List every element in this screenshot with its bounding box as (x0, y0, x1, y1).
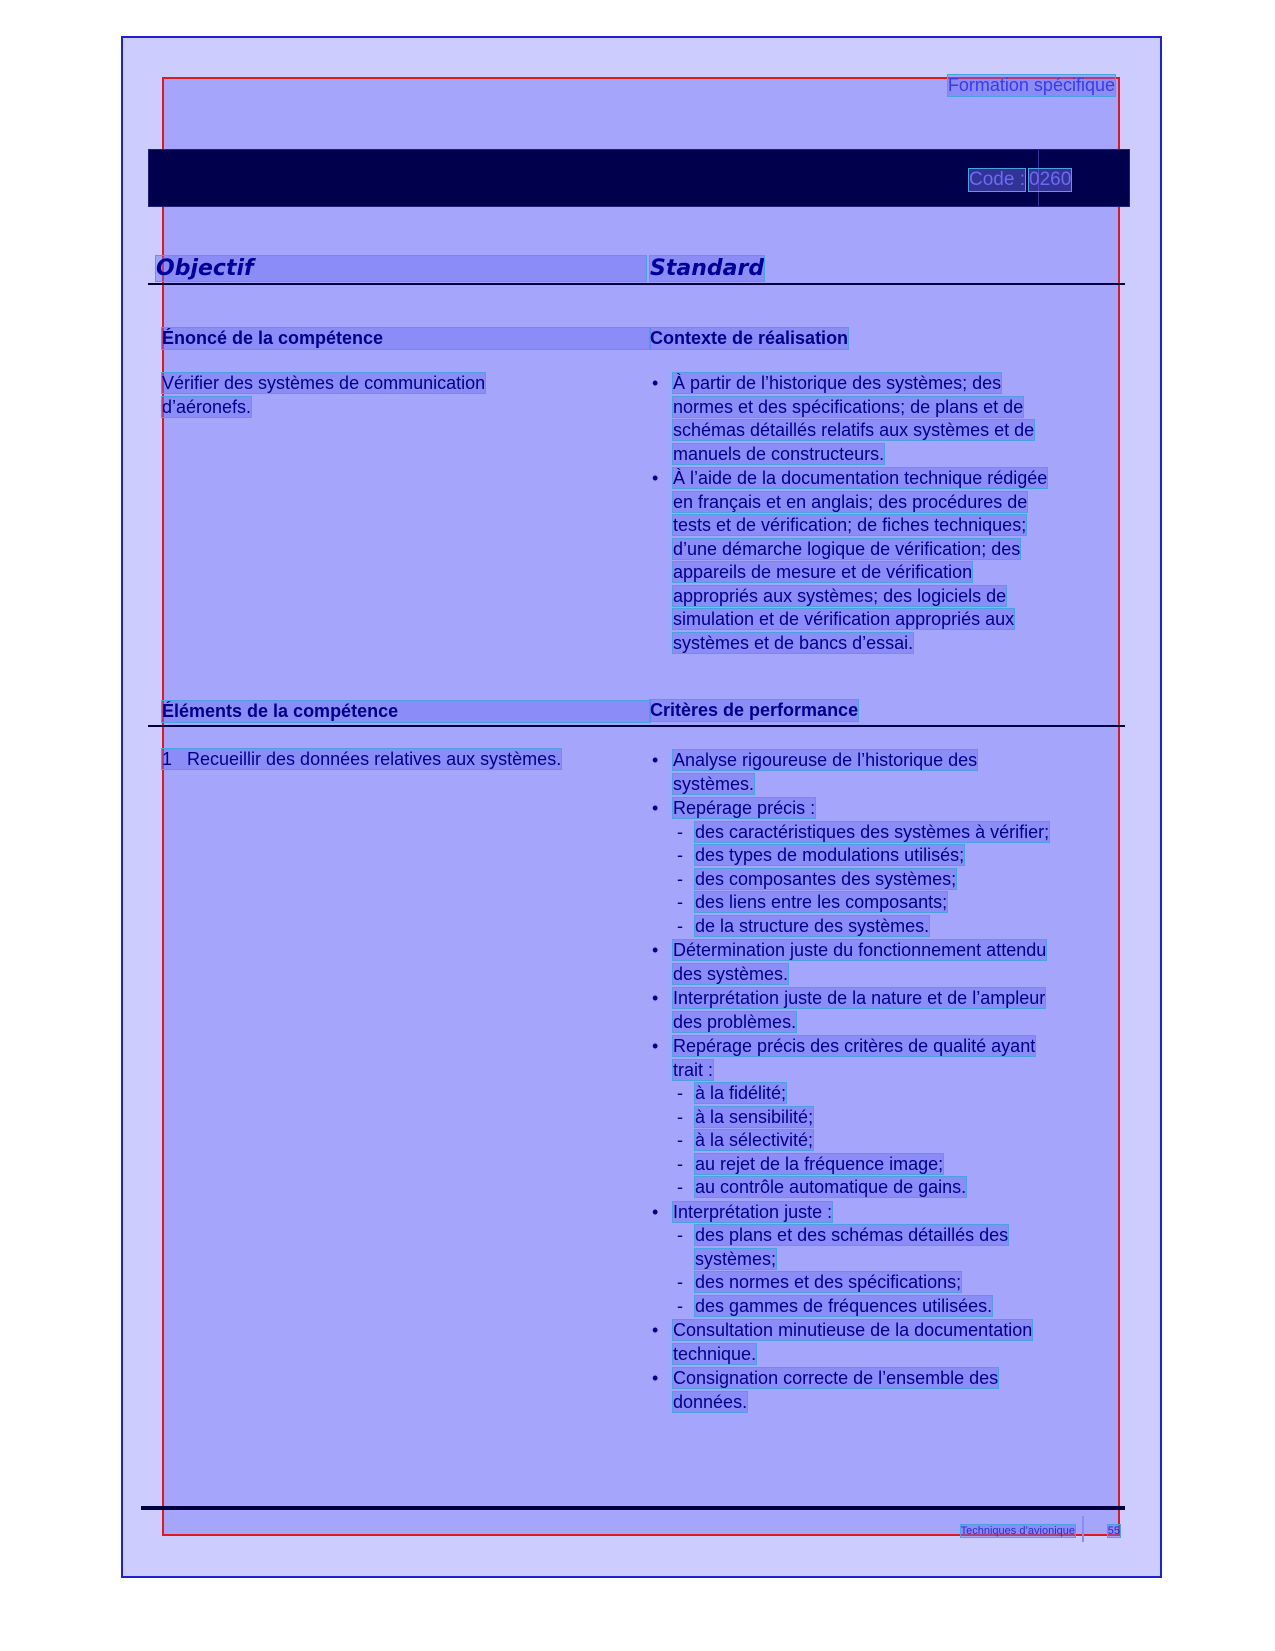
text-line: technique. (673, 1343, 757, 1364)
text-line: Vérifier des systèmes de communication (162, 373, 486, 393)
text-line: appareils de mesure et de vérification (673, 562, 973, 582)
critere-item (650, 797, 1082, 938)
critere-subitem (673, 915, 1082, 939)
footer-program: Techniques d’avionique (960, 1525, 1075, 1537)
code-value: 0260 (1029, 169, 1072, 190)
text-line: Détermination juste du fonctionnement attendu (673, 940, 1047, 960)
text-line: en français et en anglais; des procédures de (673, 491, 1028, 512)
critere-item (650, 1319, 1082, 1366)
text-line: à la sélectivité; (695, 1130, 814, 1150)
critere-subitem (673, 1129, 1082, 1153)
competence-heading: Énoncé de la compétence (162, 328, 650, 349)
text-line: systèmes et de bancs d’essai. (673, 632, 914, 653)
critere-subitem (673, 1176, 1082, 1200)
code-band (148, 149, 1130, 207)
critere-subitem (673, 891, 1082, 915)
program-header: Formation spécifique (947, 75, 1115, 95)
text-line: à la sensibilité; (695, 1106, 814, 1127)
text-line: des plans et des schémas détaillés des (695, 1225, 1009, 1245)
text-line: appropriés aux systèmes; des logiciels de (673, 585, 1007, 606)
text-line: Interprétation juste : (673, 1201, 833, 1222)
critere-subitem (673, 868, 1082, 892)
text-line: des problèmes. (673, 1011, 797, 1032)
text-line: au rejet de la fréquence image; (695, 1153, 944, 1174)
text-line: données. (673, 1391, 748, 1412)
critere-subitem (673, 1295, 1082, 1319)
elements-heading: Éléments de la compétence (162, 701, 650, 722)
critere-item (650, 749, 1082, 796)
critere-item (650, 987, 1082, 1034)
contexte-item (650, 372, 1082, 466)
text-line: normes et des spécifications; de plans et de (673, 396, 1024, 417)
contexte-item (650, 467, 1082, 655)
critere-subitem (673, 1153, 1082, 1177)
text-line: Analyse rigoureuse de l’historique des (673, 750, 978, 770)
contexte-list (650, 372, 1082, 656)
text-line: systèmes. (673, 773, 755, 794)
text-line: Consignation correcte de l’ensemble des (673, 1368, 999, 1388)
critere-item (650, 1035, 1082, 1200)
criteres-list (650, 749, 1082, 1415)
text-line: des liens entre les composants; (695, 892, 948, 912)
footer-divider (1082, 1516, 1084, 1542)
text-line: des caractéristiques des systèmes à vérifier; (695, 821, 1050, 842)
text-line: Repérage précis des critères de qualité ayant (673, 1036, 1036, 1056)
text-line: de la structure des systèmes. (695, 915, 930, 936)
critere-subitem (673, 1224, 1082, 1271)
text-line: d’aéronefs. (162, 396, 252, 417)
text-line: Interprétation juste de la nature et de l’ampleur (673, 988, 1046, 1008)
criteres-heading: Critères de performance (650, 700, 859, 720)
critere-subitem (673, 1082, 1082, 1106)
critere-item (650, 1201, 1082, 1319)
text-line: tests et de vérification; de fiches techniques; (673, 515, 1027, 535)
section-heading-objectif: Objectif (156, 256, 646, 281)
code-label: Code : (969, 169, 1025, 190)
text-line: Consultation minutieuse de la documentation (673, 1320, 1033, 1340)
critere-subitem (673, 844, 1082, 868)
text-line: au contrôle automatique de gains. (695, 1177, 967, 1197)
text-line: des types de modulations utilisés; (695, 845, 965, 865)
text-line: des systèmes. (673, 963, 789, 984)
critere-subitem (673, 821, 1082, 845)
footer-rule (141, 1506, 1125, 1510)
section-rule (148, 283, 1125, 285)
critere-subitem (673, 1106, 1082, 1130)
critere-sublist (673, 1224, 1082, 1318)
text-line: À l’aide de la documentation technique rédigée (673, 468, 1048, 488)
text-line: à la fidélité; (695, 1083, 787, 1103)
element-item: 1 Recueillir des données relatives aux systèmes. (162, 749, 562, 769)
critere-item (650, 939, 1082, 986)
table-rule (148, 725, 1125, 727)
critere-subitem (673, 1271, 1082, 1295)
critere-sublist (673, 821, 1082, 939)
text-line: des composantes des systèmes; (695, 868, 957, 889)
text-line: manuels de constructeurs. (673, 443, 885, 464)
contexte-heading: Contexte de réalisation (650, 328, 849, 348)
critere-sublist (673, 1082, 1082, 1200)
text-line: des gammes de fréquences utilisées. (695, 1295, 993, 1316)
text-line: simulation et de vérification appropriés aux (673, 609, 1015, 629)
critere-item (650, 1367, 1082, 1414)
text-line: schémas détaillés relatifs aux systèmes et de (673, 420, 1035, 440)
text-line: systèmes; (695, 1248, 777, 1269)
elements-list (162, 748, 650, 772)
text-line: des normes et des spécifications; (695, 1272, 962, 1292)
text-line: Repérage précis : (673, 798, 816, 818)
text-line: trait : (673, 1059, 714, 1080)
competence-statement (162, 372, 650, 419)
text-line: À partir de l’historique des systèmes; des (673, 373, 1002, 393)
section-heading-standard: Standard (650, 256, 765, 281)
text-line: d’une démarche logique de vérification; des (673, 538, 1021, 559)
page-number: 55 (1107, 1525, 1120, 1537)
